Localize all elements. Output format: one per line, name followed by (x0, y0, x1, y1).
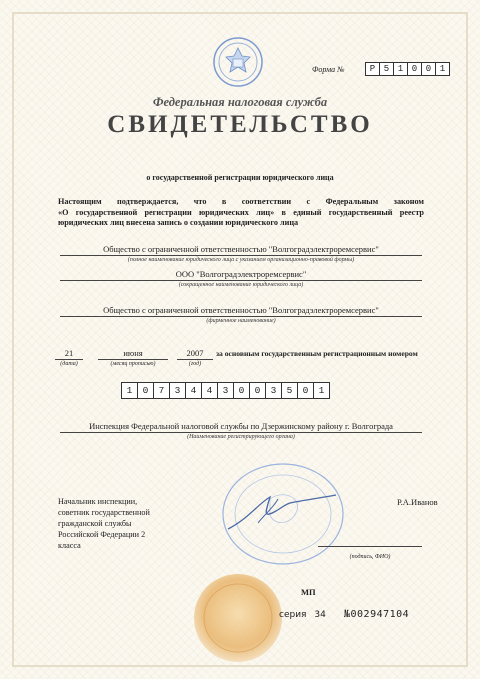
ogrn-cell: 4 (201, 382, 218, 399)
form-code-cell: 0 (407, 62, 422, 76)
short-name-caption: (сокращенное наименование юридического лица) (178, 282, 304, 288)
ogrn-cell: 0 (297, 382, 314, 399)
document-subtitle: о государственной регистрации юридического лица (146, 173, 334, 182)
fns-emblem-icon (212, 36, 264, 88)
ogrn-cell: 3 (169, 382, 186, 399)
series-label (279, 610, 326, 620)
signatory-position (58, 496, 178, 551)
series-value: 34 (314, 610, 326, 620)
full-name-caption: (полное наименование юридического лица с указанием организационно-правовой формы) (127, 257, 355, 263)
ogrn-cells (122, 382, 330, 399)
gold-seal-icon (192, 572, 284, 664)
form-number-label: Форма № (312, 65, 345, 74)
registration-number-label: за основным государственным регистрационным номером (216, 349, 418, 358)
ogrn-cell: 1 (121, 382, 138, 399)
full-name-field: Общество с ограниченной ответственностью "Волгоградэлектроремсервис" (60, 243, 422, 256)
position-line: гражданской службы (58, 519, 132, 528)
ogrn-cell: 0 (137, 382, 154, 399)
registration-year: 2007 (177, 347, 213, 360)
ogrn-cell: 0 (233, 382, 250, 399)
ogrn-cell: 1 (313, 382, 330, 399)
blue-stamp-icon (218, 459, 348, 569)
ogrn-cell: 4 (185, 382, 202, 399)
short-name-field: ООО "Волгоградэлектроремсервис" (60, 268, 422, 281)
position-line: советник государственной (58, 508, 150, 517)
statement-line-3: юридических лиц внесена запись о создании юридического лица (58, 218, 299, 227)
form-code-cell: 0 (421, 62, 436, 76)
day-caption: (дата) (60, 361, 78, 367)
ogrn-cell: 5 (281, 382, 298, 399)
form-code-cells (366, 62, 450, 76)
month-caption: (месяц прописью) (110, 361, 156, 367)
position-line: класса (58, 541, 81, 550)
authority-caption: (Наименование регистрирующего органа) (187, 434, 295, 440)
year-caption: (год) (188, 361, 202, 367)
ogrn-cell: 3 (217, 382, 234, 399)
agency-name: Федеральная налоговая служба (152, 95, 328, 109)
stamp-place-label: МП (301, 587, 316, 597)
position-line: Российской Федерации 2 (58, 530, 146, 539)
signature-caption: (подпись, ФИО) (349, 554, 391, 560)
registration-day: 21 (55, 347, 83, 360)
ogrn-cell: 0 (249, 382, 266, 399)
authority-name-field: Инспекция Федеральной налоговой службы по Дзержинскому району г. Волгограда (60, 420, 422, 433)
signatory-name: Р.А.Иванов (397, 497, 438, 507)
form-code-cell: Р (365, 62, 380, 76)
brand-name-caption: (фирменное наименование) (206, 318, 276, 324)
document-title: СВИДЕТЕЛЬСТВО (107, 111, 373, 138)
registration-month: июня (98, 347, 168, 360)
ogrn-cell: 3 (265, 382, 282, 399)
statement-line-1: Настоящим подтверждается, что в соответствии с Федеральным законом (58, 197, 424, 206)
form-code-cell: 1 (435, 62, 450, 76)
series-word: серия (279, 610, 307, 620)
form-code-cell: 5 (379, 62, 394, 76)
signature-line (318, 546, 422, 547)
statement-line-2: «О государственной регистрации юридических лиц» в единый государственный реестр (58, 207, 424, 217)
brand-name-field: Общество с ограниченной ответственностью "Волгоградэлектроремсервис" (60, 304, 422, 317)
position-line: Начальник инспекции, (58, 497, 138, 506)
form-code-cell: 1 (393, 62, 408, 76)
ogrn-cell: 7 (153, 382, 170, 399)
blank-number: №002947104 (344, 609, 410, 620)
